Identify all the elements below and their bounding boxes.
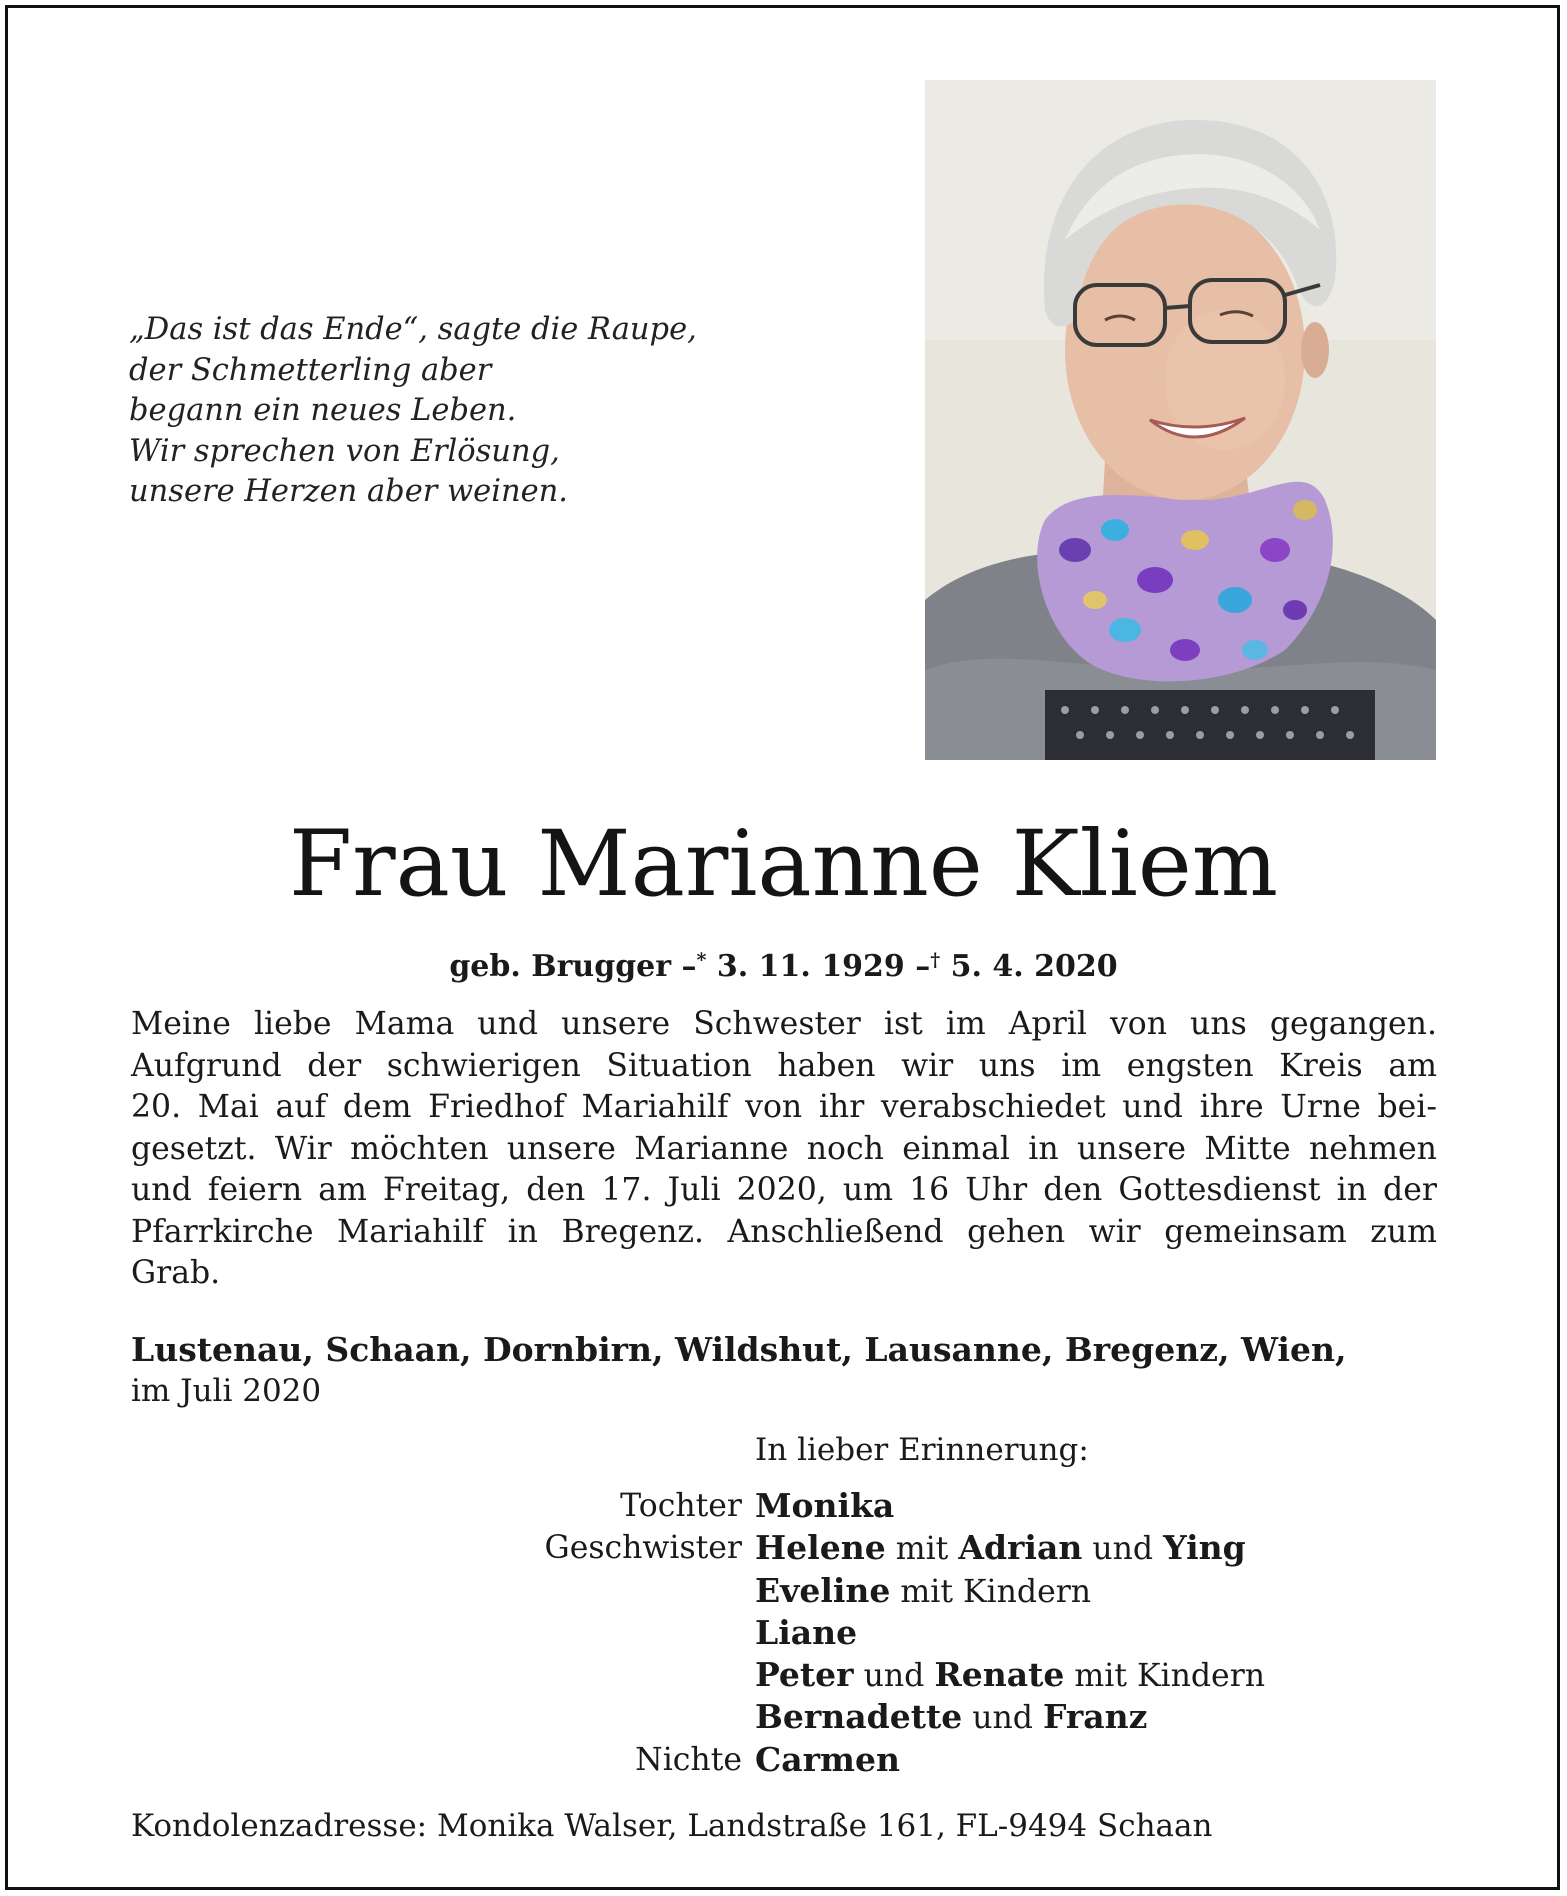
quote-line: unsere Herzen aber weinen.: [129, 474, 568, 509]
word: Bregenz.: [561, 1213, 705, 1250]
word: Juli: [667, 1172, 721, 1208]
quote-block: [129, 310, 697, 513]
mourner-row: [0, 1654, 1567, 1696]
word: Kreis: [1279, 1047, 1363, 1084]
word: von: [1109, 1006, 1168, 1042]
quote-line: begann ein neues Leben.: [129, 393, 517, 428]
connector-text: mit Kindern: [1064, 1658, 1266, 1695]
text-line: [131, 1087, 1437, 1129]
word: 2020,: [736, 1172, 827, 1208]
word: Marianne: [634, 1130, 789, 1167]
word: liebe: [253, 1006, 332, 1042]
word: 17.: [601, 1172, 652, 1208]
connector-text: mit Kindern: [890, 1573, 1092, 1610]
mourner-name: Franz: [1042, 1697, 1148, 1737]
mourner-row: [0, 1527, 1567, 1569]
word: verabschiedet: [880, 1089, 1106, 1125]
word: den: [526, 1172, 586, 1208]
word: gegangen.: [1269, 1006, 1437, 1042]
birth-date: 3. 11. 1929 –: [706, 949, 931, 984]
text-line: [131, 1129, 1437, 1171]
quote-line: Wir sprechen von Erlösung,: [129, 433, 560, 469]
word: gesetzt.: [131, 1130, 257, 1167]
word: nehmen: [1308, 1130, 1437, 1167]
word: uns: [1190, 1006, 1247, 1042]
word: Gottesdienst: [1118, 1172, 1321, 1208]
word: Friedhof: [428, 1089, 565, 1125]
condolence-address: Kondolenzadresse: Monika Walser, Landstraße 161, FL-9494 Schaan: [131, 1808, 1213, 1844]
word: am: [318, 1172, 367, 1208]
word: wir: [1088, 1213, 1141, 1250]
portrait-photo: [925, 80, 1436, 760]
announcement-text: [131, 1004, 1437, 1295]
connector-text: mit: [885, 1531, 959, 1568]
word: den: [1043, 1172, 1103, 1208]
notice-date: im Juli 2020: [131, 1372, 322, 1409]
mourner-row: [0, 1570, 1567, 1612]
word: 16: [909, 1172, 950, 1208]
word: möchten: [350, 1130, 489, 1167]
word: der: [307, 1047, 362, 1084]
connector-text: und: [853, 1658, 935, 1695]
mourner-names: [755, 1739, 900, 1782]
word: am: [1388, 1047, 1437, 1084]
life-dates: [0, 938, 1567, 989]
mourner-names: [755, 1612, 857, 1655]
word: uns: [978, 1047, 1036, 1084]
word: Wir: [274, 1130, 332, 1167]
mourner-row: [0, 1739, 1567, 1781]
mourner-names: [755, 1485, 894, 1528]
mourner-name: Liane: [755, 1612, 858, 1652]
word: ihr: [818, 1089, 865, 1125]
word: wir: [901, 1047, 954, 1084]
word: von: [745, 1089, 803, 1125]
word: Meine: [131, 1006, 231, 1042]
word: in: [507, 1213, 538, 1250]
word: engsten: [1126, 1047, 1254, 1084]
word: haben: [777, 1047, 876, 1084]
word: Aufgrund: [131, 1047, 282, 1084]
word: einmal: [902, 1130, 1010, 1167]
quote-line: „Das ist das Ende“, sagte die Raupe,: [129, 312, 697, 347]
text-line: [131, 1170, 1437, 1212]
word: unsere: [561, 1006, 671, 1042]
mourner-row: [0, 1485, 1567, 1527]
mourner-row: [0, 1612, 1567, 1654]
text-line: [131, 1212, 1437, 1254]
birth-symbol: *: [696, 949, 707, 971]
family-towns: Lustenau, Schaan, Dornbirn, Wildshut, Lausanne, Bregenz, Wien,: [131, 1330, 1347, 1369]
word: Urne: [1280, 1089, 1361, 1125]
word: Mariahilf: [581, 1089, 729, 1125]
memory-heading: In lieber Erinnerung:: [755, 1432, 1089, 1468]
word: gemeinsam: [1164, 1213, 1347, 1250]
word: und: [1122, 1089, 1183, 1125]
death-date: 5. 4. 2020: [940, 949, 1118, 984]
mourner-name: Adrian: [958, 1528, 1083, 1568]
word: schwierigen: [386, 1047, 581, 1084]
word: Anschließend: [727, 1213, 944, 1250]
mourner-name: Ying: [1163, 1528, 1246, 1568]
mourner-name: Bernadette: [755, 1697, 963, 1737]
relationship-label: Nichte: [635, 1741, 742, 1778]
mourner-names: [755, 1654, 1265, 1697]
word: Mai: [197, 1089, 259, 1125]
word: April: [1008, 1006, 1087, 1042]
word: Mitte: [1204, 1130, 1291, 1167]
connector-text: und: [962, 1700, 1043, 1737]
word: gehen: [967, 1213, 1066, 1250]
relationship-label: Geschwister: [544, 1530, 742, 1567]
mourner-name: Carmen: [755, 1739, 900, 1779]
deceased-name: Frau Marianne Kliem: [288, 812, 1279, 917]
mourner-name: Peter: [755, 1655, 854, 1695]
mourner-name: Eveline: [755, 1570, 891, 1610]
word: und: [477, 1006, 539, 1042]
word: der: [1383, 1172, 1437, 1208]
word: ist: [883, 1006, 923, 1042]
word: dem: [342, 1089, 412, 1125]
quote-line: der Schmetterling aber: [129, 352, 492, 388]
mourner-name: Helene: [755, 1528, 886, 1568]
word: Pfarrkirche: [131, 1213, 314, 1250]
word: Mama: [354, 1006, 455, 1042]
word: im: [945, 1006, 986, 1042]
word: 20.: [131, 1089, 182, 1125]
word: Uhr: [965, 1172, 1028, 1208]
word: um: [842, 1172, 894, 1208]
word: unsere: [506, 1130, 616, 1167]
text-line: [131, 1046, 1437, 1088]
mourner-names: [755, 1696, 1147, 1739]
word: und: [131, 1172, 192, 1208]
word: feiern: [207, 1172, 303, 1208]
birth-name: geb. Brugger –: [449, 949, 697, 984]
word: ihre: [1199, 1089, 1264, 1125]
mourners-list: [0, 1485, 1567, 1781]
mourner-names: [755, 1527, 1246, 1570]
mourner-name: Monika: [755, 1486, 895, 1525]
portrait-illustration: [925, 80, 1436, 760]
word: zum: [1370, 1213, 1437, 1250]
word: im: [1061, 1047, 1102, 1084]
relationship-label: Tochter: [620, 1488, 742, 1524]
word: Situation: [606, 1047, 752, 1084]
connector-text: und: [1082, 1531, 1164, 1568]
mourner-names: [755, 1570, 1091, 1613]
text-line: [131, 1004, 1437, 1046]
word: unsere: [1076, 1130, 1187, 1167]
word: auf: [275, 1089, 327, 1125]
places-and-date: [131, 1329, 1346, 1412]
mourner-row: [0, 1696, 1567, 1738]
word: in: [1336, 1172, 1367, 1208]
death-symbol: †: [930, 949, 941, 971]
word: noch: [806, 1130, 884, 1167]
word: in: [1028, 1130, 1059, 1167]
mourner-name: Renate: [934, 1655, 1065, 1695]
word: Mariahilf: [337, 1213, 485, 1250]
word: Schwester: [693, 1006, 861, 1042]
word: bei-: [1377, 1089, 1437, 1125]
text-line: Grab.: [131, 1255, 221, 1291]
word: Freitag,: [382, 1172, 511, 1208]
